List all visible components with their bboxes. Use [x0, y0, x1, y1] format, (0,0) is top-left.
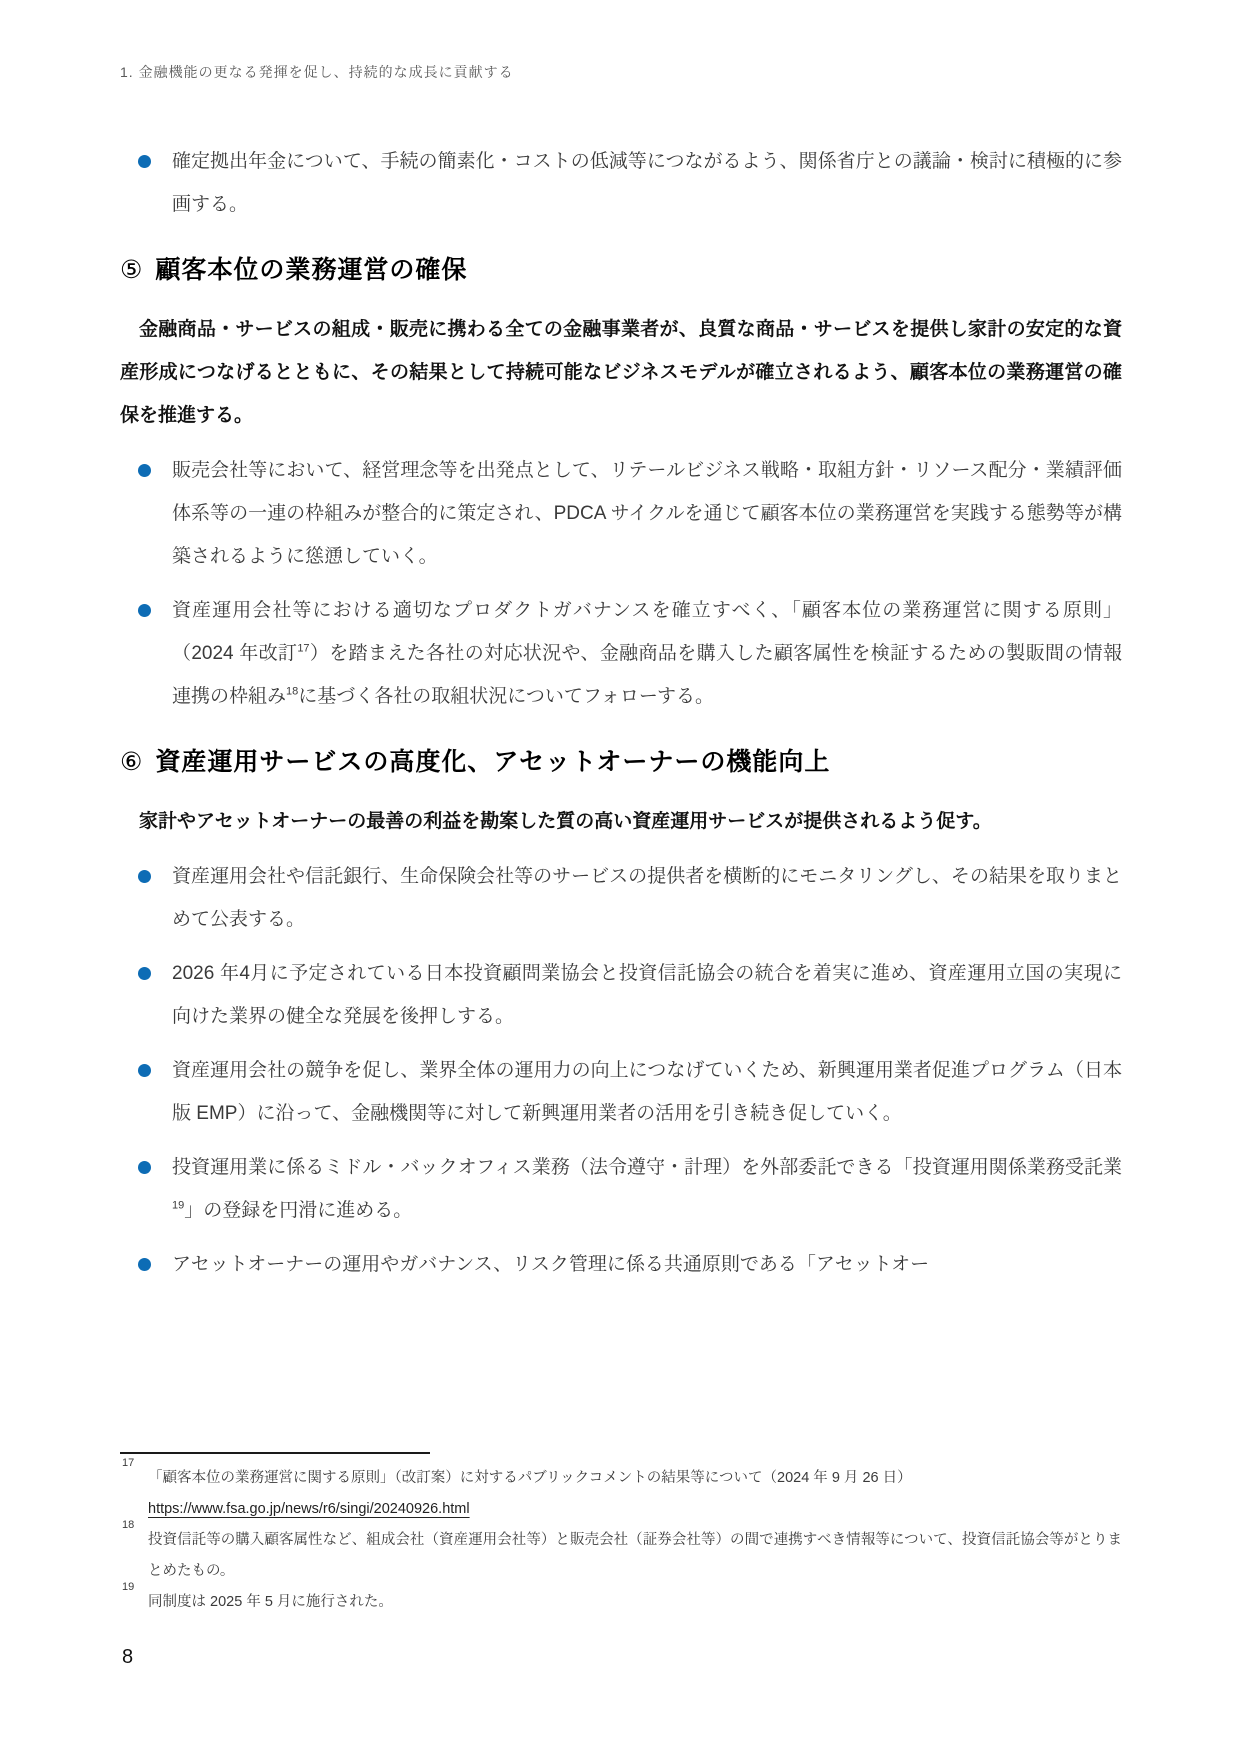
list-item — [120, 952, 1122, 1038]
section-5-number: ⑤ — [120, 256, 144, 284]
page-number: 8 — [122, 1646, 134, 1668]
section-6-lead: 家計やアセットオーナーの最善の利益を勘案した質の高い資産運用サービスが提供されるよう促す。 — [139, 811, 992, 832]
list-item-text: 資産運用会社や信託銀行、生命保険会社等のサービスの提供者を横断的にモニタリングし、その結果を取りまとめて公表する。 — [172, 866, 1122, 930]
list-item — [120, 1049, 1122, 1135]
bullet-icon — [138, 870, 151, 883]
bullet-icon — [138, 1258, 151, 1271]
section-6-heading — [120, 744, 1122, 780]
section-5-lead: 金融商品・サービスの組成・販売に携わる全ての金融事業者が、良質な商品・サービスを提供し家計の安定的な資産形成につなげるとともに、その結果として持続可能なビジネスモデルが確立されるよう、顧客本位の業務運営の確保を推進する。 — [120, 319, 1122, 426]
footnote-text: 投資信託等の購入顧客属性など、組成会社（資産運用会社等）と販売会社（証券会社等）の間で連携すべき情報等について、投資信託協会等がとりまとめたもの。 — [148, 1532, 1122, 1579]
list-item-text: アセットオーナーの運用やガバナンス、リスク管理に係る共通原則である「アセットオー — [172, 1254, 930, 1275]
list-item — [120, 1146, 1122, 1232]
footnote-18: 18 投資信託等の購入顧客属性など、組成会社（資産運用会社等）と販売会社（証券会社等）の間で連携すべき情報等について、投資信託協会等がとりまとめたもの。 — [122, 1519, 1122, 1579]
section-6-number: ⑥ — [120, 748, 144, 776]
bullet-icon — [138, 1064, 151, 1077]
bullet-icon — [138, 155, 151, 168]
bullet-icon — [138, 464, 151, 477]
list-item-text: 資産運用会社の競争を促し、業界全体の運用力の向上につなげていくため、新興運用業者促進プログラム（日本版 EMP）に沿って、金融機関等に対して新興運用業者の活用を引き続き促していく。 — [172, 1060, 1122, 1124]
bullet-icon — [138, 1161, 151, 1174]
footnote-17: 17 「顧客本位の業務運営に関する原則」（改訂案）に対するパブリックコメントの結果等について（2024 年 9 月 26 日） https://www.fsa.go.jp/news/r6/singi/20240926.html — [122, 1457, 912, 1517]
footnote-ref-17: 17 — [297, 642, 310, 655]
page-content — [120, 140, 1122, 1286]
footnote-text: 「顧客本位の業務運営に関する原則」（改訂案）に対するパブリックコメントの結果等について（2024 年 9 月 26 日） — [148, 1470, 912, 1486]
footnote-19: 19 同制度は 2025 年 5 月に施行された。 — [122, 1581, 393, 1610]
list-item-text: 確定拠出年金について、手続の簡素化・コストの低減等につながるよう、関係省庁との議論・検討に積極的に参画する。 — [172, 151, 1122, 215]
footnote-ref-19: 19 — [172, 1199, 185, 1212]
page-header-note: 1. 金融機能の更なる発揮を促し、持続的な成長に貢献する — [120, 64, 514, 80]
list-item-text: 販売会社等において、経営理念等を出発点として、リテールビジネス戦略・取組方針・リソース配分・業績評価体系等の一連の枠組みが整合的に策定され、PDCA サイクルを通じて顧客本位の業務運営を実践する態勢等が構築されるように慫慂していく。 — [172, 460, 1122, 567]
list-item-text: 投資運用業に係るミドル・バックオフィス業務（法令遵守・計理）を外部委託できる「投資運用関係業務受託業$^{19}$」の登録を円滑に進める。 — [172, 1157, 1122, 1221]
footnote-separator — [120, 1452, 430, 1454]
footnote-ref-18: 18 — [286, 685, 299, 698]
section-5-title: 顧客本位の業務運営の確保 — [155, 256, 468, 284]
list-item — [120, 140, 1122, 226]
list-item-text: 資産運用会社等における適切なプロダクトガバナンスを確立すべく、「顧客本位の業務運営に関する原則」（2024 年改訂$^{17}$）を踏まえた各社の対応状況や、金融商品を購入した顧客属性を検証するための製販間の情報連携の枠組み$^{18}$に基づく各社の取組状況についてフォローする。 — [172, 600, 1122, 707]
list-item — [120, 589, 1122, 718]
section-6-title: 資産運用サービスの高度化、アセットオーナーの機能向上 — [155, 748, 831, 776]
list-item — [120, 1243, 1122, 1286]
footnote-text: 同制度は 2025 年 5 月に施行された。 — [148, 1594, 393, 1610]
list-item-text: 2026 年4月に予定されている日本投資顧問業協会と投資信託協会の統合を着実に進め、資産運用立国の実現に向けた業界の健全な発展を後押しする。 — [172, 963, 1122, 1027]
bullet-icon — [138, 604, 151, 617]
footnotes-section — [120, 1452, 1122, 1618]
list-item — [120, 449, 1122, 578]
section-5-heading — [120, 252, 1122, 288]
list-item — [120, 855, 1122, 941]
bullet-icon — [138, 967, 151, 980]
footnote-link[interactable]: https://www.fsa.go.jp/news/r6/singi/20240926.html — [148, 1501, 470, 1517]
